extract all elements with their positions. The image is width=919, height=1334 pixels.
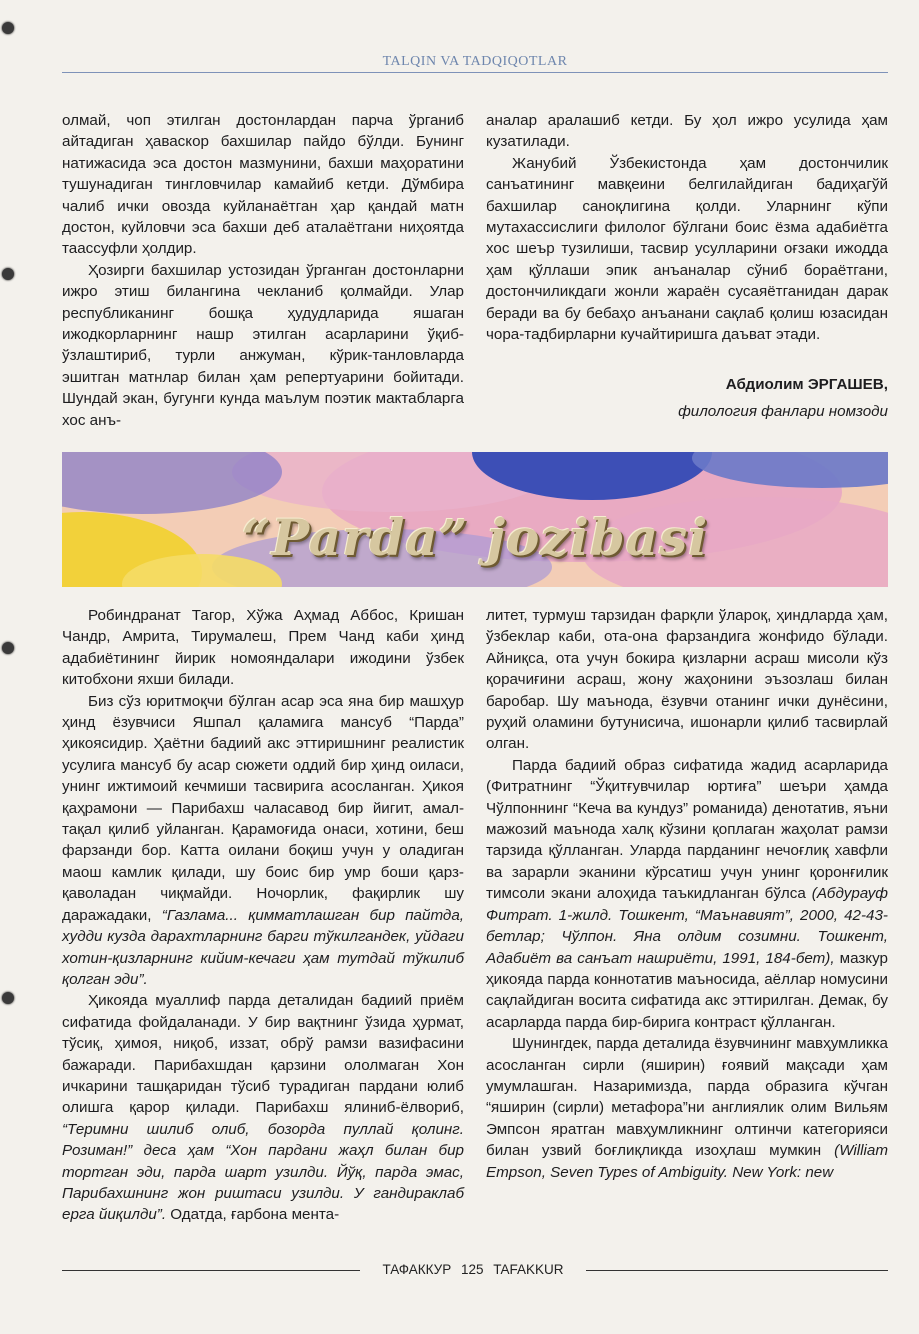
paragraph (486, 1033, 888, 1183)
paragraph: аналар аралашиб кетди. Бу ҳол ижро усулида ҳам кузатилади. (486, 112, 888, 151)
citation-text: (William Empson, Seven Types of Ambiguity. New York: new (486, 1142, 888, 1181)
paragraph: олмай, чоп этилган достонлардан парча ўрганиб айтадиган ҳаваскор бахшилар пайдо бўлди. Бунинг натижасида эса достон мазмунини, бахши маҳоратини тушунадиган тингловчилар камайиб кетди. Дўмбира чалиб ички овозда куйланаётган ҳар қандай матн достон, куйловчи эса бахши деб аталаётгани ниҳоятда таассуфли ҳолдир. (62, 112, 464, 258)
binding-hole (2, 642, 14, 654)
paragraph (62, 605, 464, 691)
paragraph (62, 691, 464, 991)
paragraph: Ҳозирги бахшилар устозидан ўрганган достонларни ижро этиш билангина чекланиб қолмайди. Улар республиканинг бошқа ҳудудларида яшаган ижодкорларнинг нашр этилган асарларини ўқиб-ўзлаштириб, турли анжуман, кўрик-танловларда эшитган матнлар билан ҳам репертуарини бойитади. Шундай экан, бугунги кунда маълум поэтик мактабларга хос анъ- (62, 261, 464, 429)
paragraph-text: Робиндранат Тагор, Хўжа Аҳмад Аббос, Кришан Чандр, Амрита, Тирумалеш, Прем Чанд каби ҳинд адабиётининг йирик номояндалари ижодини ўзбек китобхони яхши билади. (62, 607, 464, 689)
binding-hole (2, 22, 14, 34)
quote-text: “Теримни шилиб олиб, бозорда пуллай қолинг. Розиман!” деса ҳам “Хон пардани жаҳл билан бир тортган эди, парда шарт узилди. Йўқ, парда эмас, Парибахшнинг жон риштаси узилди. У гандираклаб ерга йиқилди”. (62, 1120, 464, 1224)
article-banner (62, 452, 888, 587)
article-title: “Parda” jozibasi (241, 508, 709, 567)
paragraph-text: Одатда, ғарбона мента- (166, 1206, 340, 1224)
paragraph: Жанубий Ўзбекистонда ҳам достончилик санъатининг мавқеини белгилайдиган бадиҳагўй бахшилар саноқлигина қолди. Уларнинг кўпи мутахассислиги филолог бўлгани боис ёзма адабиётга хос шеър тузилиши, тасвир усулларини оғзаки ижодда ҳам қўллаши эпик анъаналар сўниб бораётгани, достончиликдаги жонли жараён сусаяётганидан дарак беради ва бу бебаҳо анъанани сақлаб қолиш юзасидан чора-тадбирларни кучайтиришга даъват этади. (486, 154, 888, 344)
quote-text: “Газлама... қимматлашган бир пайтда, худди кузда дарахтларнинг барги тўкилгандек, уйдаги хотин-қизларнинг кийим-кечаги ҳам тутдай тўкилиб қолган эди”. (62, 906, 464, 988)
first-article-right-column (486, 110, 888, 345)
header-rule (62, 72, 888, 73)
running-title: TALQIN VA TADQIQOTLAR (382, 54, 568, 69)
paragraph (62, 990, 464, 1225)
author-name: Абдиолим ЭРГАШЕВ, (725, 376, 888, 393)
paragraph-text: Биз сўз юритмоқчи бўлган асар эса яна бир машҳур ҳинд ёзувчиси Яшпал қаламига мансуб “Парда” ҳикоясидир. Ҳаётни бадиий акс эттиришнинг реалистик усулига мансуб бу асар сюжети оддий бир ҳинд оиласи, унинг ижтимоий кечмиши тасвирига асосланган. Ҳикоя қаҳрамони — Парибахш чаласавод бир йигит, амал-тақал қилиб уйланган. Қарамоғида онаси, хотини, беш фарзанди бор. Катта оилани боқиш учун у оладиган маош камлик қилади, шу боис бир умр боши қарз-қаволадан чиқмайди. Ночорлик, фақирлик шу даражадаки, (62, 692, 464, 924)
paragraph-text: Шунингдек, парда деталида ёзувчининг мавҳумликка асосланган сирли (яширин) ғоявий мақсади ҳам умумлашган. Назаримизда, парда образига кўчган “яширин (сирли) метафора”ни англиялик олим Вильям Эмпсон яратган мавҳумликнинг олтинчи категорияси билан узвий боғлиқликда изоҳлаш мумкин (486, 1035, 888, 1160)
footer-rule (62, 1270, 360, 1271)
paragraph (486, 755, 888, 1033)
paragraph-text: мазкур ҳикояда парда коннотатив маъносида, аёллар номусини сақлайдиган восита сифатида акс эттирилган. Демак, бу асарларда парда бир-бирига контраст қўлланган. (486, 949, 888, 1031)
second-article-right-column (486, 605, 888, 1183)
paragraph-text: Парда бадиий образ сифатида жадид асарларида (Фитратнинг “Ўқитғувчилар юртиға” шеъри ҳамда Чўлпоннинг “Кеча ва кундуз” романида) денотатив, яъни мажозий маънода халқ кўзини қоплаган жаҳолат рамзи тарзида қўлланган. Уларда парданинг нечоғлиқ хавфли ва зарарли эканини кўрсатиш учун унинг қоронғилик тимсоли экани алоҳида таъкидланган бўлса (486, 756, 888, 903)
second-article-left-column (62, 605, 464, 1226)
paragraph-text: Ҳикояда муаллиф парда деталидан бадиий приём сифатида фойдаланади. У бир вақтнинг ўзида ҳурмат, тўсиқ, ҳимоя, ниқоб, иззат, обрў рамзи вазифасини бажаради. Парибахшдан қарзини ололмаган Хон ичкарини ташқаридан тўсиб турадиган пардани юлиб олишга қарор қилади. Парибахш ялиниб-ёлвориб, (62, 992, 464, 1117)
page-number: 125 (461, 1262, 484, 1277)
binding-hole (2, 992, 14, 1004)
footer-rule (586, 1270, 888, 1271)
page-footer (360, 1262, 586, 1277)
paragraph (486, 605, 888, 755)
footer-magazine-cyrillic: ТАФАККУР (382, 1262, 452, 1277)
footer-magazine-latin: TAFAKKUR (493, 1262, 564, 1277)
binding-hole (2, 268, 14, 280)
paragraph-text: литет, турмуш тарзидан фарқли ўлароқ, ҳиндларда ҳам, ўзбеклар каби, ота-она фарзандига жонфидо бўлади. Айниқса, ота учун бокира қизларни асраш мисоли кўз қорачиғини асраш, жону жаҳонини эъзозлаш билан баробар. Шу маънода, ёзувчи отанинг ички дунёсини, руҳий оламини бутунисича, ишонарли қилиб тасвирлай олган. (486, 607, 888, 753)
author-role: филология фанлари номзоди (678, 403, 888, 420)
citation-text: (Абдурауф Фитрат. 1-жилд. Тошкент, “Маънавият”, 2000, 42-43-бетлар; Чўлпон. Яна олдим созимни. Тошкент, Адабиёт ва санъат нашриёти, 1991, 184-бет), (486, 885, 888, 967)
first-article-left-column (62, 110, 464, 431)
